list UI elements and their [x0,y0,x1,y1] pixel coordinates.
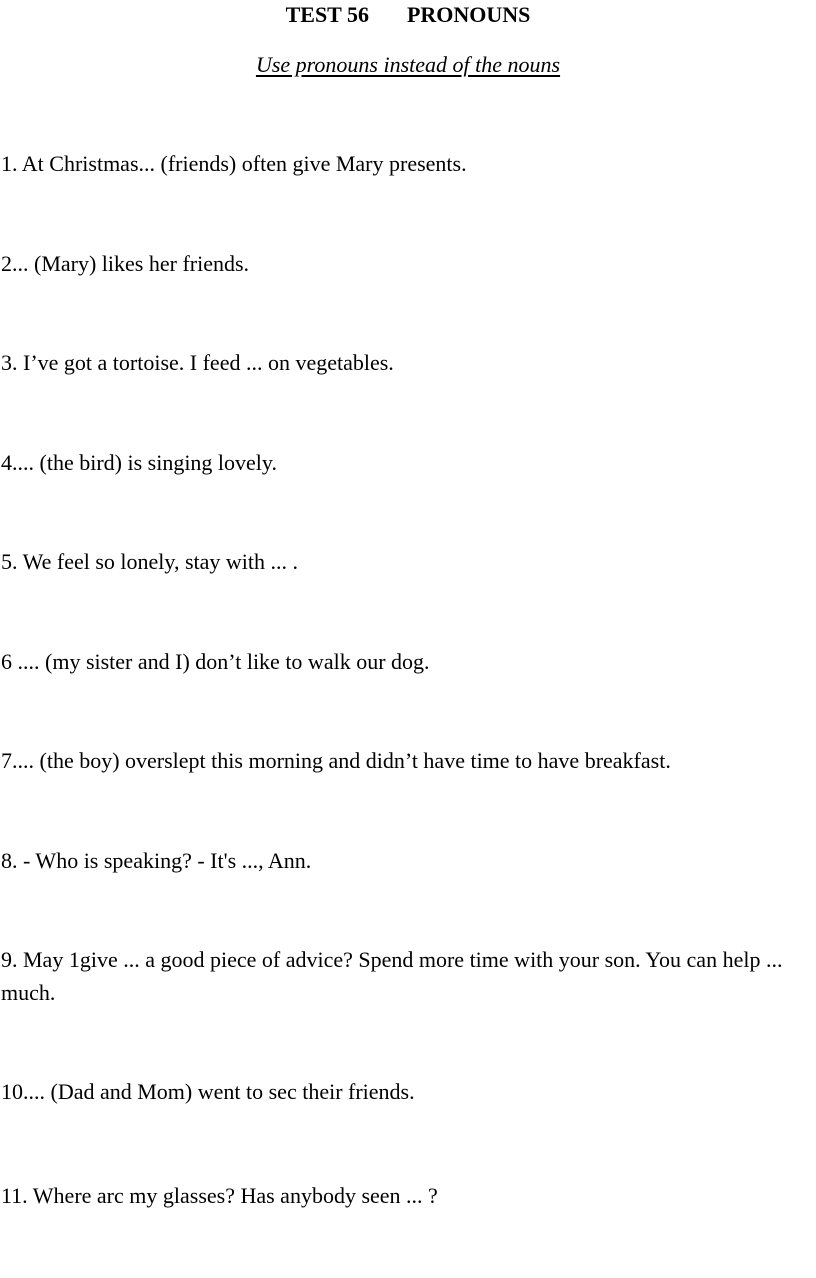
page-heading [0,1,816,29]
exercise-item-1: 1. At Christmas... (friends) often give Mary presents. [1,151,467,176]
exercise-item-8: 8. - Who is speaking? - It's ..., Ann. [1,848,312,873]
test-number: TEST 56 [285,2,369,27]
exercise-item-2: 2... (Mary) likes her friends. [1,251,250,276]
exercise-item-9: 9. May 1give ... a good piece of advice? Spend more time with your son. You can help ... much. [1,947,783,1005]
exercise-item-5: 5. We feel so lonely, stay with ... . [1,549,299,574]
exercise-item-10: 10.... (Dad and Mom) went to sec their friends. [1,1079,415,1104]
exercise-item-11: 11. Where arc my glasses? Has anybody seen ... ? [1,1183,438,1208]
exercise-item-3: 3. I’ve got a tortoise. I feed ... on vegetables. [1,350,394,375]
exercise-item-4: 4.... (the bird) is singing lovely. [1,450,277,475]
exercise-item-6: 6 .... (my sister and I) don’t like to walk our dog. [1,649,430,674]
instruction-text: Use pronouns instead of the nouns [255,52,561,77]
exercise-item-7: 7.... (the boy) overslept this morning and didn’t have time to have breakfast. [1,748,671,773]
test-topic: PRONOUNS [406,2,531,27]
